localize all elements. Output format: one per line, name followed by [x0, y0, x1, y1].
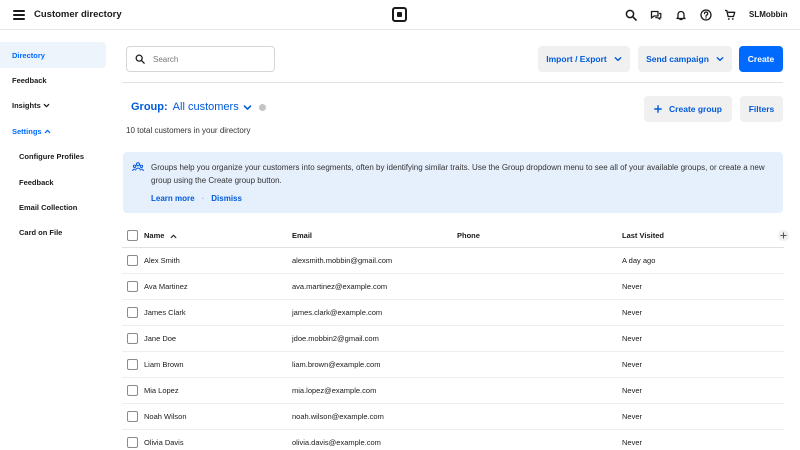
search-box[interactable]	[126, 46, 275, 72]
banner-actions	[151, 194, 242, 203]
sidebar-item-feedback[interactable]: Feedback	[12, 76, 47, 85]
info-banner	[123, 152, 783, 213]
divider	[122, 82, 783, 83]
chevron-down-icon	[43, 102, 50, 109]
customer-email: jdoe.mobbin2@gmail.com	[292, 334, 379, 343]
create-button[interactable]: Create	[739, 46, 783, 72]
filters-button[interactable]: Filters	[740, 96, 783, 122]
send-campaign-label: Send campaign	[646, 54, 709, 64]
customer-email: alexsmith.mobbin@gmail.com	[292, 256, 393, 265]
table-row[interactable]	[122, 326, 784, 352]
customer-last-visited: Never	[622, 334, 643, 343]
sidebar-item-insights-label: Insights	[12, 101, 41, 110]
sidebar-item-directory-label[interactable]: Directory	[12, 51, 45, 60]
select-all-checkbox[interactable]	[127, 230, 138, 241]
column-header-last-visited[interactable]: Last Visited	[622, 231, 664, 240]
customer-name[interactable]: Mia Lopez	[144, 386, 179, 395]
table-row[interactable]	[122, 300, 784, 326]
customer-last-visited: Never	[622, 282, 643, 291]
table-row[interactable]	[122, 248, 784, 274]
customer-email: olivia.davis@example.com	[292, 438, 381, 447]
add-column-button[interactable]	[778, 230, 789, 241]
sidebar-item-settings-label: Settings	[12, 127, 42, 136]
import-export-label: Import / Export	[546, 54, 607, 64]
customer-name[interactable]: Ava Martinez	[144, 282, 188, 291]
help-icon[interactable]	[699, 8, 713, 22]
search-input[interactable]	[153, 55, 263, 64]
group-selector[interactable]	[131, 101, 266, 113]
row-checkbox[interactable]	[127, 255, 138, 266]
column-header-name[interactable]	[144, 231, 177, 240]
column-header-phone[interactable]: Phone	[457, 231, 480, 240]
row-checkbox[interactable]	[127, 307, 138, 318]
separator: ·	[201, 194, 205, 203]
customer-name[interactable]: Olivia Davis	[144, 438, 184, 447]
search-icon	[135, 54, 145, 64]
customer-last-visited: A day ago	[622, 256, 656, 265]
search-icon[interactable]	[624, 8, 638, 22]
group-dropdown[interactable]: All customers	[172, 101, 239, 113]
row-checkbox[interactable]	[127, 437, 138, 448]
plus-icon	[654, 105, 662, 113]
customer-name[interactable]: James Clark	[144, 308, 186, 317]
messages-icon[interactable]	[649, 8, 663, 22]
sidebar	[0, 30, 112, 450]
table-row[interactable]	[122, 352, 784, 378]
sort-ascending-icon	[170, 233, 177, 240]
table-row[interactable]	[122, 430, 784, 450]
sidebar-subitem-email-collection[interactable]: Email Collection	[19, 203, 78, 212]
customer-last-visited: Never	[622, 386, 643, 395]
sidebar-subitem-card-on-file[interactable]: Card on File	[19, 228, 63, 237]
table-row[interactable]	[122, 404, 784, 430]
cart-icon[interactable]	[723, 8, 737, 22]
chevron-up-icon	[44, 128, 51, 135]
import-export-button[interactable]	[538, 46, 630, 72]
table-header	[122, 223, 784, 248]
banner-message: Groups help you organize your customers into segments, often by identifying similar traits. Use the Group dropdown menu to see all of your available groups, or create a new group using the Create group button.	[151, 163, 765, 185]
customer-email: ava.martinez@example.com	[292, 282, 388, 291]
menu-icon[interactable]	[13, 10, 25, 20]
groups-icon	[132, 161, 144, 173]
row-checkbox[interactable]	[127, 333, 138, 344]
account-username[interactable]: SLMobbin	[749, 10, 788, 19]
customer-email: james.clark@example.com	[292, 308, 383, 317]
customer-name[interactable]: Alex Smith	[144, 256, 180, 265]
column-header-email[interactable]: Email	[292, 231, 313, 240]
row-checkbox[interactable]	[127, 281, 138, 292]
customer-email: noah.wilson@example.com	[292, 412, 384, 421]
page-title: Customer directory	[34, 9, 122, 20]
square-logo-icon[interactable]	[392, 7, 407, 22]
customer-table	[122, 223, 784, 450]
row-checkbox[interactable]	[127, 411, 138, 422]
create-group-label: Create group	[669, 104, 722, 114]
sidebar-item-insights[interactable]	[12, 101, 50, 110]
sidebar-item-settings[interactable]	[12, 127, 51, 136]
chevron-down-icon	[716, 55, 724, 63]
customer-last-visited: Never	[622, 438, 643, 447]
create-group-button[interactable]	[644, 96, 732, 122]
row-checkbox[interactable]	[127, 359, 138, 370]
customer-email: liam.brown@example.com	[292, 360, 381, 369]
send-campaign-button[interactable]	[638, 46, 732, 72]
customer-last-visited: Never	[622, 412, 643, 421]
table-row[interactable]	[122, 378, 784, 404]
learn-more-link[interactable]: Learn more	[151, 194, 195, 203]
table-row[interactable]	[122, 274, 784, 300]
customer-name[interactable]: Noah Wilson	[144, 412, 187, 421]
dismiss-link[interactable]: Dismiss	[211, 194, 242, 203]
plus-icon	[780, 232, 787, 239]
bell-icon[interactable]	[674, 8, 688, 22]
customer-last-visited: Never	[622, 308, 643, 317]
top-bar	[0, 0, 800, 30]
info-icon[interactable]	[259, 104, 266, 111]
chevron-down-icon[interactable]	[243, 103, 252, 112]
row-checkbox[interactable]	[127, 385, 138, 396]
customer-email: mia.lopez@example.com	[292, 386, 377, 395]
chevron-down-icon	[614, 55, 622, 63]
column-header-name-label: Name	[144, 231, 165, 240]
sidebar-subitem-feedback[interactable]: Feedback	[19, 178, 54, 187]
customer-name[interactable]: Liam Brown	[144, 360, 184, 369]
sidebar-subitem-configure-profiles[interactable]: Configure Profiles	[19, 152, 85, 161]
customer-name[interactable]: Jane Doe	[144, 334, 177, 343]
customer-count: 10 total customers in your directory	[126, 126, 251, 135]
group-label: Group:	[131, 101, 168, 113]
customer-last-visited: Never	[622, 360, 643, 369]
